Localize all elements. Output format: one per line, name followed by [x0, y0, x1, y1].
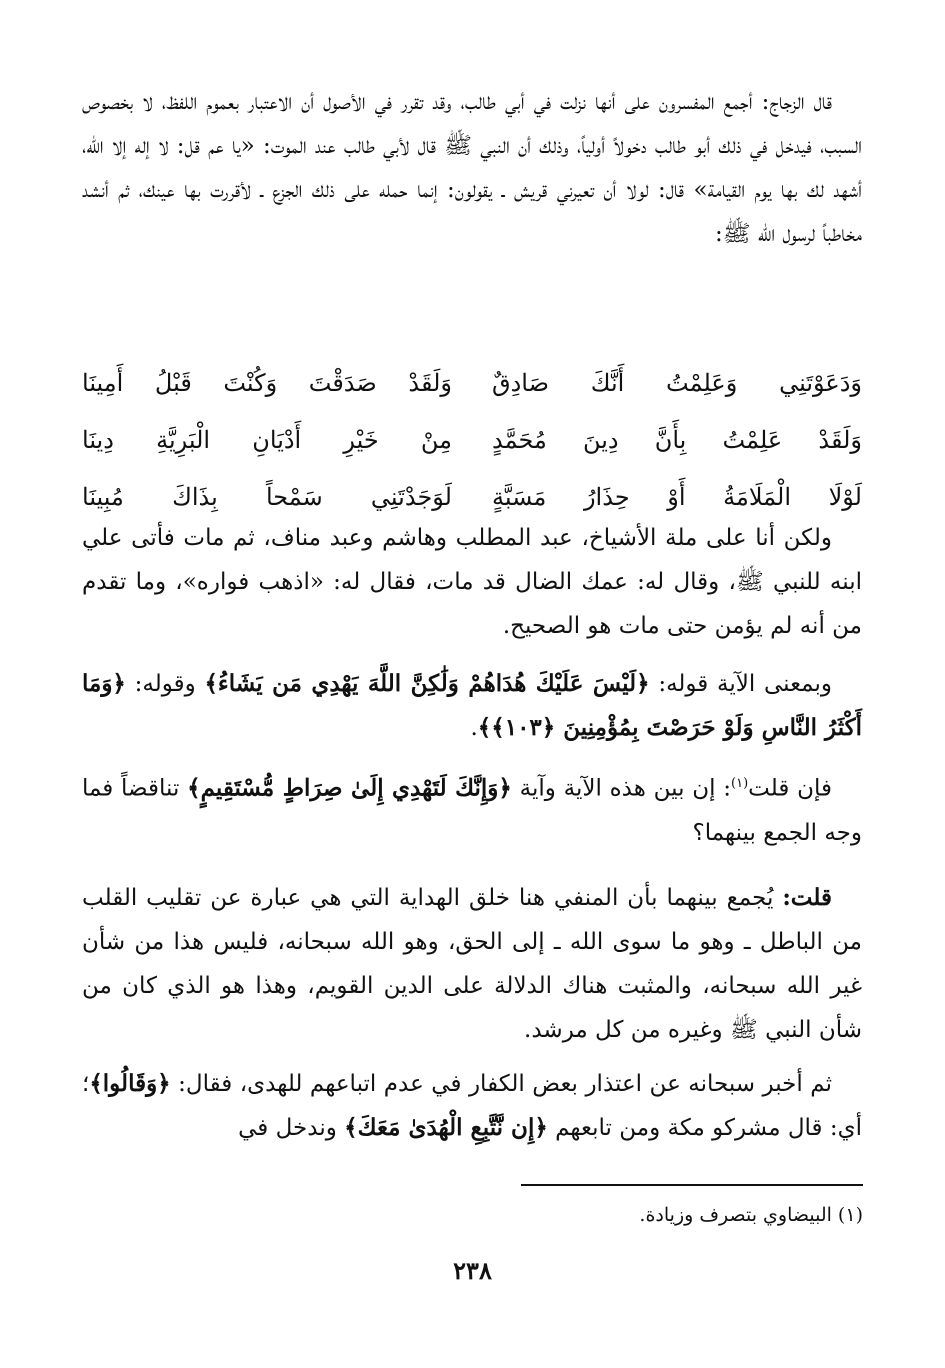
poem-verse: [82, 411, 862, 468]
text-run: تناقضاً فما وجه الجمع بينهما؟: [82, 775, 862, 846]
verse-second-hemistich: وَلَقَدْ صَدَقْتَ وَكُنْتَ قَبْلُ أَمِينَا: [82, 368, 452, 397]
poem: [82, 354, 862, 525]
footnote: (١) البيضاوي بتصرف وزيادة.: [639, 1204, 863, 1226]
text-run: يُجمع بينهما بأن المنفي هنا خلق الهداية التي هي عبارة عن تقليب القلب من الباطل ـ وهو ما سوى الله ـ إلى الحق، وهو الله سبحانه، فليس هذا من شأن غير الله سبحانه، والمثبت هناك الدلالة على الدين القويم، وهذا هو الذي كان من شأن النبي ﷺ وغيره من كل مرشد.: [82, 885, 862, 1043]
paragraph-shaykhs: [82, 516, 862, 648]
text-run: ثم أخبر سبحانه عن اعتذار بعض الكفار في عدم اتباعهم للهدى، فقال:: [170, 1071, 832, 1097]
quran-verse: ﴿وَمَا أَكْثَرُ النَّاسِ وَلَوْ حَرَصْتَ بِمُؤْمِنِينَ ﴿١٠٣﴾﴾: [82, 670, 862, 741]
quran-verse: ﴿وَإِنَّكَ لَتَهْدِي إِلَىٰ صِرَاطٍ مُّسْتَقِيمٍ﴾: [187, 774, 512, 802]
quran-verse: ﴿وَقَالُوا﴾: [89, 1070, 171, 1097]
verse-first-hemistich: وَلَقَدْ عَلِمْتُ بِأَنَّ دِينَ مُحَمَّدٍ: [492, 425, 862, 454]
footnote-marker: (١): [731, 776, 749, 791]
answer-lead: قلت:: [782, 884, 832, 911]
page-number: ٢٣٨: [453, 1256, 492, 1285]
paragraph-text: قال الزجاج: أجمع المفسرون على أنها نزلت في أبي طالب، وقد تقرر في الأصول أن الاعتبار بعموم اللفظ، لا بخصوص السبب، فيدخل في ذلك أبو طالب دخولاً أولياً، وذلك أن النبي ﷺ قال لأبي طالب عند الموت: «يا عم قل: لا إله إلا الله، أشهد لك بها يوم القيامة» قال: لولا أن تعيرني قريش ـ يقولون: إنما حمله على ذلك الجزع ـ لأقررت بها عينك، ثم أنشد مخاطباً لرسول الله ﷺ:: [82, 89, 862, 247]
text-run: .: [470, 715, 478, 741]
text-run: ؛ أي: قال مشركو مكة ومن تابعهم: [82, 1071, 862, 1141]
paragraph-text: [82, 762, 862, 855]
text-run: : إن بين هذه الآية وآية: [511, 775, 732, 802]
text-run: وقوله:: [125, 671, 205, 697]
verse-first-hemistich: وَدَعَوْتَنِي وَعَلِمْتُ أَنَّكَ صَادِقٌ: [492, 368, 862, 397]
verse-second-hemistich: لَوَجَدْتَنِي سَمْحاً بِذَاكَ مُبِينَا: [82, 482, 452, 511]
paragraph-excuse: [82, 1062, 862, 1150]
paragraph-text: [82, 1062, 862, 1150]
paragraph-meaning: [82, 662, 862, 750]
quran-verse: ﴿إِن نَّتَّبِعِ الْهُدَىٰ مَعَكَ﴾: [344, 1114, 548, 1141]
paragraph-answer: [82, 876, 862, 1052]
quran-verse: ﴿لَيْسَ عَلَيْكَ هُدَاهُمْ وَلَٰكِنَّ اللَّهَ يَهْدِي مَن يَشَاءُ﴾: [204, 670, 650, 697]
paragraph-text: [82, 876, 862, 1052]
verse-second-hemistich: مِنْ خَيْرِ أَدْيَانِ الْبَرِيَّةِ دِينَا: [82, 425, 452, 454]
text-run: فإن قلت: [748, 775, 833, 802]
text-run: وندخل في: [238, 1115, 345, 1141]
poem-verse: [82, 354, 862, 411]
paragraph-question: [82, 762, 862, 855]
text-run: وبمعنى الآية قوله:: [649, 671, 832, 697]
footnote-divider: [521, 1184, 863, 1186]
paragraph-zajjaj: [82, 80, 862, 256]
paragraph-text: [82, 662, 862, 750]
verse-first-hemistich: لَوْلَا الْمَلَامَةُ أَوْ حِذَارُ مَسَبَّةٍ: [492, 482, 862, 511]
paragraph-text: ولكن أنا على ملة الأشياخ، عبد المطلب وهاشم وعبد مناف، ثم مات فأتى علي ابنه للنبي ﷺ، وقال له: عمك الضال قد مات، فقال له: «اذهب فواره»، وما تقدم من أنه لم يؤمن حتى مات هو الصحيح.: [82, 525, 862, 639]
